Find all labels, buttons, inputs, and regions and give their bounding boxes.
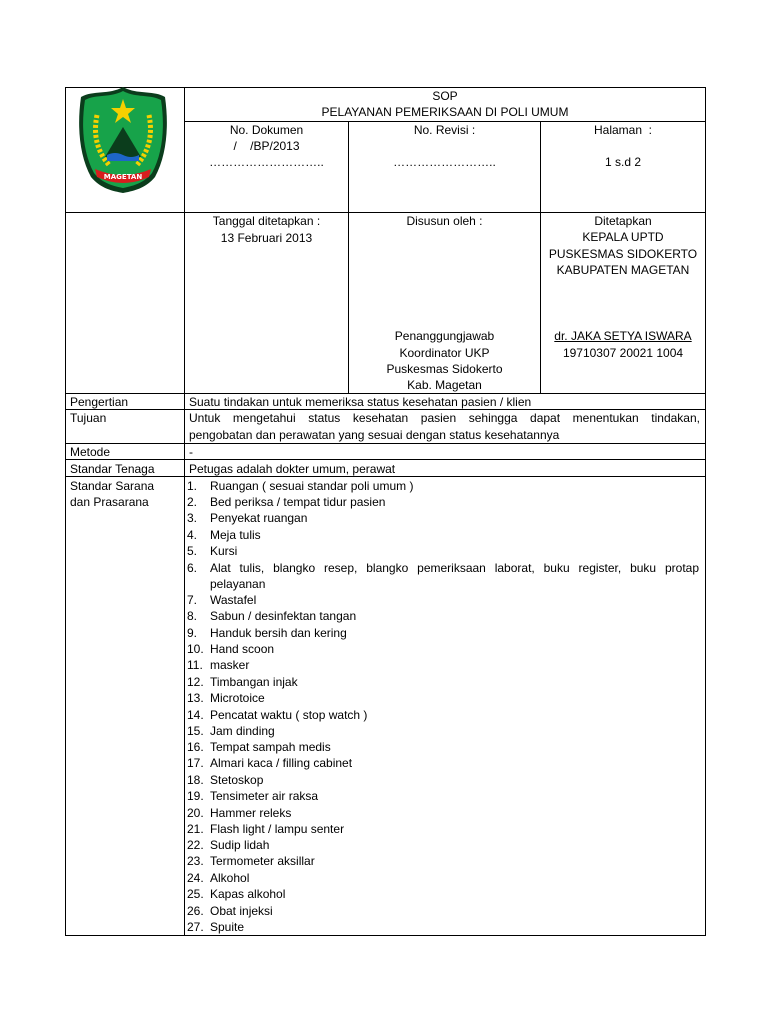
ditetapkan-line-1: Ditetapkan [594,214,652,228]
penanggung-line-4: Kab. Magetan [407,378,482,392]
disusun-label: Disusun oleh : [406,214,483,228]
list-item: Termometer aksillar [210,854,315,868]
tujuan-text-line-1: Untuk mengetahui status kesehatan pasien sehingga dapat menentukan tindakan, [189,411,700,425]
list-item: Almari kaca / filling cabinet [210,756,353,770]
list-item: Alat tulis, blangko resep, blangko pemeriksaan laborat, buku register, buku protap [210,561,699,575]
sarana-label-line-1: Standar Sarana [70,479,155,493]
tujuan-text-line-2: pengobatan dan perawatan yang sesuai dengan status kesehatannya [189,428,560,442]
list-item-number: 18. [187,773,204,787]
list-item: Wastafel [210,593,257,607]
crest-caption: MAGETAN [103,173,143,181]
signer-name: dr. JAKA SETYA ISWARA [554,329,692,343]
list-item: Spuite [210,920,245,934]
list-item-number: 12. [187,675,204,689]
list-item: Sabun / desinfektan tangan [210,609,357,623]
list-item-number: 11. [187,658,203,672]
metode-text: - [189,445,193,459]
list-item: Handuk bersih dan kering [210,626,347,640]
border-bottom [65,935,706,936]
list-item: Meja tulis [210,528,261,542]
list-item-number: 22. [187,838,204,852]
tanggal-value: 13 Februari 2013 [220,231,313,245]
list-item: Jam dinding [210,724,275,738]
border-right [705,87,706,936]
list-item-number: 4. [187,528,198,542]
tujuan-label: Tujuan [70,411,107,425]
no-dokumen-label: No. Dokumen [229,123,304,137]
border-left [65,87,66,936]
list-item-number: 23. [187,854,204,868]
list-item: Obat injeksi [210,904,273,918]
list-item-number: 10. [187,642,204,656]
list-item: Kursi [210,544,238,558]
ditetapkan-line-3: PUSKESMAS SIDOKERTO [548,247,698,261]
list-item-continuation: pelayanan [210,577,266,591]
list-item-number: 8. [187,609,198,623]
list-item-number: 5. [187,544,198,558]
list-item-number: 25. [187,887,204,901]
list-item: masker [210,658,250,672]
list-item-number: 13. [187,691,204,705]
penanggung-line-1: Penanggungjawab [394,329,495,343]
list-item-number: 21. [187,822,204,836]
list-item-number: 17. [187,756,204,770]
list-item-number: 2. [187,495,198,509]
list-item: Hand scoon [210,642,275,656]
list-item-number: 26. [187,904,204,918]
list-item: Hammer releks [210,806,292,820]
list-item-number: 15. [187,724,204,738]
pengertian-label: Pengertian [70,395,129,409]
list-item: Pencatat waktu ( stop watch ) [210,708,368,722]
no-dokumen-dots: ……………………….. [209,155,324,169]
no-revisi-dots: …………………….. [393,155,496,169]
signer-nip: 19710307 20021 1004 [562,346,684,360]
list-item-number: 27. [187,920,204,934]
list-item-number: 6. [187,561,198,575]
penanggung-line-2: Koordinator UKP [399,346,490,360]
list-item-number: 3. [187,511,198,525]
halaman-label: Halaman : [593,123,653,137]
list-item-number: 19. [187,789,204,803]
list-item-number: 20. [187,806,204,820]
no-dokumen-value: / /BP/2013 [233,139,300,153]
ditetapkan-line-4: KABUPATEN MAGETAN [556,263,690,277]
tenaga-text: Petugas adalah dokter umum, perawat [189,462,396,476]
penanggung-line-3: Puskesmas Sidokerto [386,362,503,376]
tanggal-label: Tanggal ditetapkan : [212,214,321,228]
magetan-crest-logo [77,85,169,195]
list-item: Alkohol [210,871,250,885]
list-item: Timbangan injak [210,675,298,689]
border-tujuan [65,443,706,444]
border-metode [65,459,706,460]
list-item: Microtoice [210,691,265,705]
list-item: Sudip lidah [210,838,270,852]
list-item: Tensimeter air raksa [210,789,319,803]
metode-label: Metode [70,445,111,459]
tenaga-label: Standar Tenaga [70,462,155,476]
pengertian-text: Suatu tindakan untuk memeriksa status kesehatan pasien / klien [189,395,532,409]
list-item: Bed periksa / tempat tidur pasien [210,495,386,509]
no-revisi-label: No. Revisi : [413,123,476,137]
halaman-value: 1 s.d 2 [604,155,642,169]
list-item-number: 24. [187,871,204,885]
list-item-number: 14. [187,708,204,722]
list-item: Flash light / lampu senter [210,822,345,836]
list-item: Penyekat ruangan [210,511,308,525]
list-item: Tempat sampah medis [210,740,331,754]
list-item: Ruangan ( sesuai standar poli umum ) [210,479,414,493]
list-item: Kapas alkohol [210,887,286,901]
sop-label: SOP [432,89,458,103]
list-item-number: 7. [187,593,198,607]
sarana-label-line-2: dan Prasarana [70,495,149,509]
list-item-number: 1. [187,479,198,493]
list-item-number: 9. [187,626,198,640]
ditetapkan-line-2: KEPALA UPTD [582,230,664,244]
list-item-number: 16. [187,740,204,754]
sop-title: PELAYANAN PEMERIKSAAN DI POLI UMUM [321,105,569,119]
list-item: Stetoskop [210,773,264,787]
